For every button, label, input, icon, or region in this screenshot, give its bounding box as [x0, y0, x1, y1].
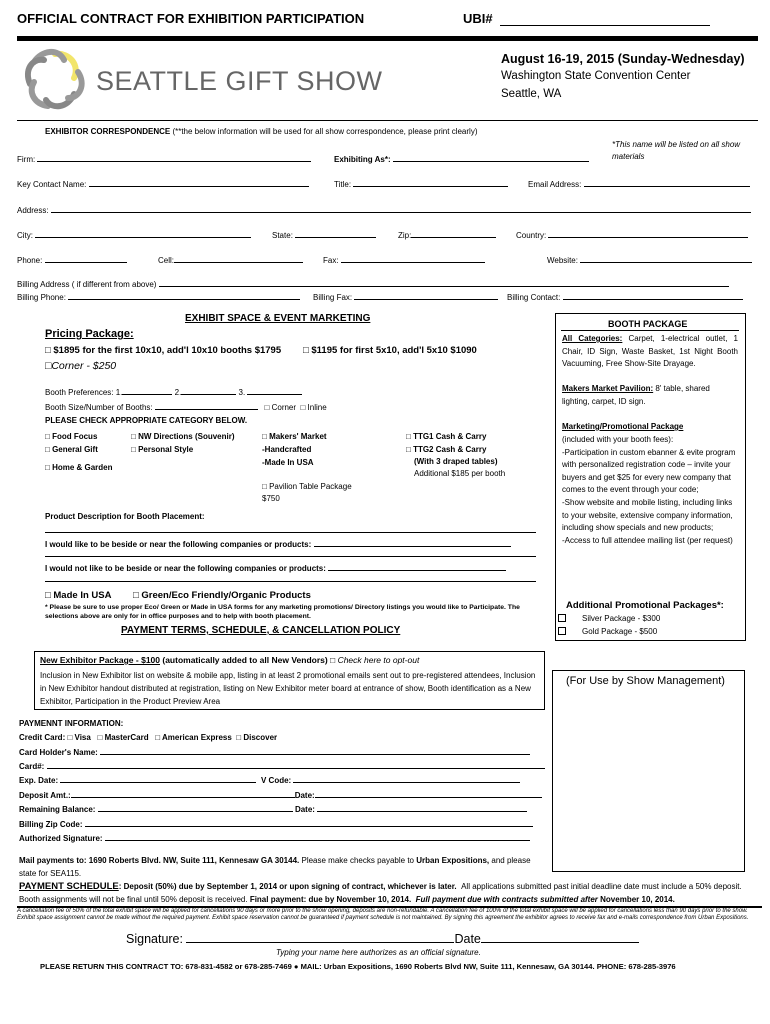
- makers-pavilion-text: Makers Market Pavilion: 8' table, shared lighting, carpet, ID sign.: [562, 384, 710, 406]
- payment-terms-heading: PAYMENT TERMS, SCHEDULE, & CANCELLATION POLICY: [121, 625, 401, 636]
- category-heading: PLEASE CHECK APPROPRIATE CATEGORY BELOW.: [45, 416, 248, 425]
- not-beside-line[interactable]: [45, 581, 536, 582]
- show-city: Seattle, WA: [501, 88, 562, 100]
- exhibit-space-heading: EXHIBIT SPACE & EVENT MARKETING: [185, 313, 371, 324]
- authorized-signature-field[interactable]: Authorized Signature:: [19, 832, 530, 843]
- billing-contact-field[interactable]: Billing Contact:: [507, 291, 743, 302]
- option-5x10[interactable]: □ $1195 for first 5x10, add'l 5x10 $1090: [303, 345, 477, 356]
- deposit-amt-field[interactable]: Deposit Amt.: Date:: [19, 789, 542, 800]
- header-rule: [17, 36, 758, 41]
- pricing-heading: Pricing Package:: [45, 328, 134, 340]
- ubi-label: UBI#: [463, 11, 493, 26]
- option-10x10[interactable]: □ $1895 for the first 10x10, add'l 10x10 booths $1795: [45, 345, 282, 356]
- correspondence-heading: EXHIBITOR CORRESPONDENCE (**the below information will be used for all show correspondence, please print clearly): [45, 127, 478, 136]
- payment-schedule: PAYMENT SCHEDULE: Deposit (50%) due by September 1, 2014 or upon signing of contract, whichever is later. All applications submitted past initial deadline date must include a 50% deposit. Booth assignments will not be final until 50% deposit is received. Final payment: due by November 10, 2014. Full payment due with contracts submitted after November 10, 2014.: [19, 881, 742, 904]
- contract-title: OFFICIAL CONTRACT FOR EXHIBITION PARTICIPATION: [17, 11, 365, 26]
- card-number-field[interactable]: Card#:: [19, 760, 545, 771]
- email-field[interactable]: Email Address:: [528, 178, 750, 189]
- silver-checkbox[interactable]: [558, 614, 566, 622]
- beside-line[interactable]: [45, 556, 536, 557]
- not-beside-field[interactable]: I would not like to be beside or near the following companies or products:: [45, 562, 506, 573]
- gold-checkbox[interactable]: [558, 627, 566, 635]
- remaining-balance-field[interactable]: Remaining Balance: Date:: [19, 803, 527, 814]
- signature-field[interactable]: Signature: Date: [126, 931, 639, 946]
- address-field[interactable]: Address:: [17, 204, 751, 215]
- green-note: * Please be sure to use proper Eco/ Green or Made in USA forms for any marketing promotions/ Directory listings you would like to Participate. The selections above are only for in office purposes and to help with booth placement.: [45, 604, 520, 620]
- product-description-line[interactable]: [45, 532, 536, 533]
- green-option[interactable]: □ Green/Eco Friendly/Organic Products: [133, 590, 311, 601]
- marketing-line: -Access to full attendee mailing list (per request): [562, 535, 733, 545]
- new-exhibitor-text: Inclusion in New Exhibitor list on website & mobile app, listing in at least 2 promotional emails sent out to pre-registered attendees, Inclusion in New Exhibitor handout distributed at registration, listing on New Exhibitor meter board at entrance of show, Booth identification as a New Exhibitor, Participation in the Product Preview Area: [40, 671, 536, 706]
- key-contact-field[interactable]: Key Contact Name:: [17, 178, 309, 189]
- phone-field[interactable]: Phone:: [17, 254, 127, 265]
- booth-size-field[interactable]: Booth Size/Number of Booths: □ Corner □ Inline: [45, 403, 327, 412]
- ttg2-note: (With 3 draped tables): [414, 457, 498, 466]
- gold-package-option[interactable]: Gold Package - $500: [558, 627, 657, 636]
- card-holder-field[interactable]: Card Holder's Name:: [19, 746, 530, 757]
- country-field[interactable]: Country:: [516, 229, 748, 240]
- state-field[interactable]: State:: [272, 229, 376, 240]
- billing-fax-field[interactable]: Billing Fax:: [313, 291, 498, 302]
- v-code-field[interactable]: V Code:: [261, 774, 520, 785]
- billing-zip-field[interactable]: Billing Zip Code:: [19, 818, 533, 829]
- new-exhibitor-heading: New Exhibitor Package - $100 (automatically added to all New Vendors) □ Check here to opt-out: [40, 655, 420, 665]
- show-venue: Washington State Convention Center: [501, 70, 691, 82]
- show-management-label: (For Use by Show Management): [566, 675, 725, 687]
- city-field[interactable]: City:: [17, 229, 251, 240]
- website-field[interactable]: Website:: [547, 254, 752, 265]
- all-categories-text: All Categories: Carpet, 1-electrical outlet, 1 Chair, ID Sign, Waste Basket, 1st Night Booth Vacuuming, Free Show-Site Drayage.: [562, 334, 738, 368]
- category-pavilion-price: $750: [262, 494, 280, 503]
- ttg2-additional: Additional $185 per booth: [414, 469, 506, 478]
- silver-package-option[interactable]: Silver Package - $300: [558, 614, 660, 623]
- marketing-heading: Marketing/Promotional Package: [562, 422, 684, 431]
- category-made-usa: -Made In USA: [262, 458, 314, 467]
- marketing-line: -Show website and mobile listing, including links to your website, extensive company information, including show specials and new products;: [562, 497, 733, 533]
- show-management-box: [552, 670, 745, 872]
- zip-field[interactable]: Zip:: [398, 229, 496, 240]
- billing-address-field[interactable]: Billing Address ( if different from above): [17, 278, 729, 289]
- billing-phone-field[interactable]: Billing Phone:: [17, 291, 300, 302]
- beside-field[interactable]: I would like to be beside or near the following companies or products:: [45, 538, 511, 549]
- booth-preferences-field[interactable]: Booth Preferences: 1. 2. 3.: [45, 386, 302, 397]
- category-ttg2[interactable]: □ TTG2 Cash & Carry: [406, 445, 487, 454]
- title-field[interactable]: Title:: [334, 178, 508, 189]
- fax-field[interactable]: Fax:: [323, 254, 485, 265]
- ubi-field[interactable]: [500, 25, 710, 26]
- exp-date-field[interactable]: Exp. Date:: [19, 774, 256, 785]
- made-usa-option[interactable]: □ Made In USA: [45, 590, 112, 601]
- category-ttg1[interactable]: □ TTG1 Cash & Carry: [406, 432, 487, 441]
- payment-info-heading: PAYMENNT INFORMATION:: [19, 719, 124, 728]
- mail-payments: Mail payments to: 1690 Roberts Blvd. NW, Suite 111, Kennesaw GA 30144. Please make checks payable to Urban Expositions, and please state for SEA115.: [19, 856, 531, 878]
- category-makers-market[interactable]: □ Makers' Market: [262, 432, 327, 441]
- category-nw-directions[interactable]: □ NW Directions (Souvenir): [131, 432, 235, 441]
- name-note: *This name will be listed on all show materials: [612, 140, 741, 161]
- credit-card-options[interactable]: Credit Card: □ Visa □ MasterCard □ American Express □ Discover: [19, 733, 278, 742]
- category-general-gift[interactable]: □ General Gift: [45, 445, 98, 454]
- booth-package-heading: BOOTH PACKAGE: [608, 319, 688, 329]
- booth-package-rule: [561, 330, 739, 331]
- cancellation-policy: A cancellation fee of 50% of the total exhibit space will be applied for cancellations 90 days or more prior to the show opening, deposits are non-refundable. A cancellation fee of 100% of the total exhibit space will be applied for cancellations less than 90 days prior to the show. Exhibit space assignment cannot be made without the required payment. Exhibit space reservation cannot be guaranteed if payment schedule is not maintained. By signing this agreement the exhibitor agrees to receive fax and e-mails correspondence from Urban Expositions.: [17, 908, 749, 922]
- firm-field[interactable]: Firm:: [17, 153, 311, 164]
- header-divider: [17, 120, 758, 121]
- category-personal-style[interactable]: □ Personal Style: [131, 445, 194, 454]
- seattle-gift-show-logo: [22, 44, 88, 114]
- category-handcrafted: -Handcrafted: [262, 445, 312, 454]
- logo-text: SEATTLE GIFT SHOW: [96, 66, 383, 96]
- return-footer: PLEASE RETURN THIS CONTRACT TO: 678-831-4582 or 678-285-7469 ● MAIL: Urban Expositions, 1690 Roberts Blvd NW, Suite 111, Kennesaw, GA 30144. PHONE: 678-285-3976: [40, 962, 676, 971]
- marketing-line: (included with your booth fees):: [562, 435, 674, 444]
- category-food-focus[interactable]: □ Food Focus: [45, 432, 98, 441]
- signature-note: Typing your name here authorizes as an official signature.: [276, 948, 481, 957]
- marketing-list: [562, 434, 738, 547]
- opt-out-checkbox-label[interactable]: Check here to opt-out: [337, 655, 420, 665]
- product-description-label: Product Description for Booth Placement:: [45, 512, 205, 521]
- category-pavilion[interactable]: □ Pavilion Table Package: [262, 482, 352, 491]
- cell-field[interactable]: Cell:: [158, 254, 303, 265]
- show-dates: August 16-19, 2015 (Sunday-Wednesday): [501, 52, 745, 66]
- exhibiting-as-field[interactable]: Exhibiting As*:: [334, 153, 589, 164]
- corner-option[interactable]: □Corner - $250: [45, 360, 117, 372]
- category-home-garden[interactable]: □ Home & Garden: [45, 463, 113, 472]
- additional-packages-heading: Additional Promotional Packages*:: [566, 600, 724, 611]
- marketing-line: -Participation in custom ebanner & evite program with personalized registration code – invite your buyers and get $25 for every new company that comes to the event through your code;: [562, 447, 736, 495]
